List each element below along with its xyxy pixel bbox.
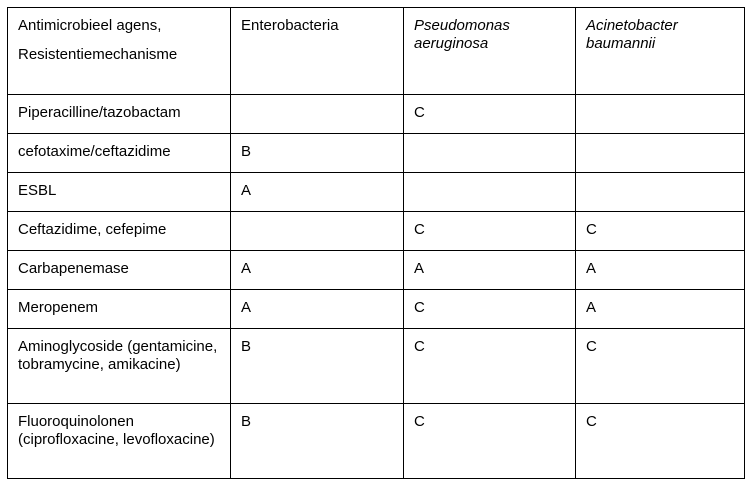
row-label-cell: cefotaxime/ceftazidime <box>8 134 231 173</box>
enterobacteria-cell: A <box>231 251 404 290</box>
header-pseudomonas <box>404 8 576 95</box>
enterobacteria-cell: B <box>231 329 404 404</box>
pseudomonas-cell <box>404 134 576 173</box>
acinetobacter-cell <box>576 134 745 173</box>
row-label-cell: ESBL <box>8 173 231 212</box>
pseudomonas-cell: C <box>404 329 576 404</box>
pseudomonas-cell: C <box>404 95 576 134</box>
table-row <box>8 95 745 134</box>
header-enterobacteria <box>231 8 404 95</box>
pseudomonas-cell: C <box>404 290 576 329</box>
row-label-cell: Fluoroquinolonen (ciprofloxacine, levofloxacine) <box>8 404 231 479</box>
table-header-row <box>8 8 745 95</box>
row-label-cell: Piperacilline/tazobactam <box>8 95 231 134</box>
resistance-table-container <box>7 7 744 479</box>
acinetobacter-cell <box>576 95 745 134</box>
table-row <box>8 404 745 479</box>
enterobacteria-cell: B <box>231 404 404 479</box>
resistance-table <box>7 7 745 479</box>
pseudomonas-cell: C <box>404 404 576 479</box>
row-label-cell: Carbapenemase <box>8 251 231 290</box>
enterobacteria-cell: A <box>231 290 404 329</box>
table-row <box>8 212 745 251</box>
header-line: Antimicrobieel agens, <box>18 17 162 34</box>
header-line: Enterobacteria <box>241 17 339 34</box>
acinetobacter-cell: A <box>576 290 745 329</box>
acinetobacter-cell: A <box>576 251 745 290</box>
table-row <box>8 251 745 290</box>
enterobacteria-cell: A <box>231 173 404 212</box>
pseudomonas-cell: A <box>404 251 576 290</box>
enterobacteria-cell <box>231 212 404 251</box>
pseudomonas-cell <box>404 173 576 212</box>
header-line: Resistentiemechanisme <box>18 46 178 63</box>
row-label-cell: Ceftazidime, cefepime <box>8 212 231 251</box>
acinetobacter-cell: C <box>576 212 745 251</box>
table-body <box>8 95 745 479</box>
acinetobacter-cell: C <box>576 329 745 404</box>
acinetobacter-cell: C <box>576 404 745 479</box>
table-row <box>8 173 745 212</box>
row-label-cell: Aminoglycoside (gentamicine, tobramycine, amikacine) <box>8 329 231 404</box>
pseudomonas-cell: C <box>404 212 576 251</box>
table-row <box>8 134 745 173</box>
table-row <box>8 329 745 404</box>
row-label-cell: Meropenem <box>8 290 231 329</box>
table-row <box>8 290 745 329</box>
header-line: Pseudomonas aeruginosa <box>414 17 510 52</box>
enterobacteria-cell: B <box>231 134 404 173</box>
header-acinetobacter <box>576 8 745 95</box>
enterobacteria-cell <box>231 95 404 134</box>
acinetobacter-cell <box>576 173 745 212</box>
header-antimicrobial-agent <box>8 8 231 95</box>
header-line: Acinetobacter baumannii <box>586 17 678 52</box>
